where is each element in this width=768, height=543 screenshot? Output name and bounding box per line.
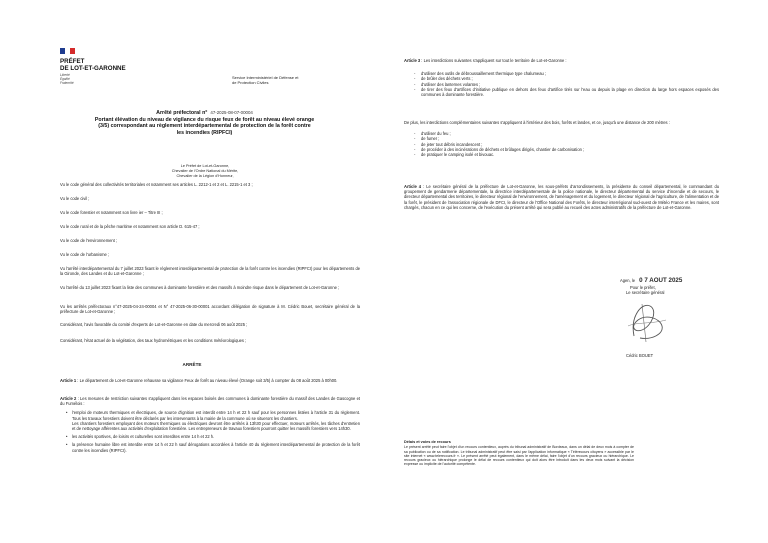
vu-item: Vu l'arrêté interdépartemental du 7 juillet 2023 fixant le règlement interdépartemental de protection de la forêt contre les incendies (RIPFCI) pour les départements de la Gironde, des Landes et du Lot-et-Garonne ; — [60, 266, 360, 277]
signatory-line: Le Préfet de Lot-et-Garonne, — [180, 164, 230, 168]
vu-item: Vu les arrêtés préfectoraux n°47-2025-04-24-00004 et N° 47-2025-06-30-00001 accordant délégation de signature à M. Cédric Bouet, secrétaire général de la préfecture de Lot-et-Garonne ; — [60, 304, 360, 315]
bullet-text: les activités sportives, de loisirs et culturelles sont interdites entre 14 h et 22 h. — [72, 434, 215, 440]
article-4-text: : Le secrétaire général de la préfecture de Lot-et-Garonne, les sous-préfets d'arrondissements, la présidente du conseil départemental, le commandant du groupement de gendarmerie départementale, la directrice interdépartementale de la police nationale, le directeur départemental du service d'incendie et de secours, le directeur départemental des territoires, le directeur régional de l'environnement, de l'aménagement et du logement, le directeur régional de l'agriculture, de l'alimentation et de la forêt, le président de l'association régionale de DFCI, le directeur de l'Office National des Forêts, le directeur interrégional sud-ouest de Météo France et les maires, sont chargés, chacun en ce qui les concerne, de l'exécution du présent arrêté qui sera publié au recueil des actes administratifs de la préfecture de Lot-et-Garonne. — [404, 184, 719, 210]
arrete-heading: ARRÊTE — [182, 362, 202, 367]
article-1 — [60, 378, 360, 383]
vu-item: Vu le code forestier et notamment son livre ier – Titre III ; — [60, 210, 163, 215]
appeal-notice — [404, 440, 634, 467]
article-3-intro: : Les interdictions suivantes s'appliquent sur tout le territoire de Lot-et-Garonne : — [420, 58, 567, 63]
issuing-service — [232, 75, 298, 85]
title-line: les incendies (RIPFCI) — [176, 129, 233, 136]
vu-item: Vu le code civil ; — [60, 196, 90, 201]
signatory-line: Chevalier de l'Ordre National du Mérite, — [171, 168, 239, 173]
list-item — [66, 442, 360, 452]
title-line: (3/5) correspondant au règlement interdépartemental de protection de la forêt contre — [98, 123, 311, 129]
article-3-list — [414, 71, 719, 97]
service-line: de Protection Civiles — [232, 80, 269, 85]
signatory-name: Cédric BOUET — [626, 353, 654, 358]
list-item: - d'utiliser des outils de débroussaillement thermique type chalumeau ; — [414, 71, 719, 76]
list-item: - de fumer ; — [414, 136, 719, 141]
article-4-label: Article 4 — [404, 184, 422, 189]
article-3 — [404, 58, 719, 97]
bullet-text: l'emploi de moteurs thermiques et électriques, de source d'ignition est interdit entre 14 h et 22 h sauf pour les personnes listées à l'article 31 du règlement. Tous les travaux forestiers doivent être déclarés par les intervenants à la mairie de la commune où se situeront les chantiers. — [72, 410, 360, 421]
vu-item: Vu le code général des collectivités territoriales et notamment ses articles L. 2212-1 et 2 et L. 2215-1 et 3 ; — [60, 182, 253, 187]
vu-item: Vu le code de l'environnement ; — [60, 238, 118, 243]
signature-place: Agen, le — [620, 278, 636, 283]
signature-date-stamp: 0 7 AOUT 2025 — [639, 277, 683, 284]
complement-list — [414, 131, 719, 157]
vu-item: Vu le code rural et de la pêche maritime et notamment son article D. 615-47 ; — [60, 224, 200, 229]
signature-header — [620, 278, 720, 295]
logo-line: PRÉFET — [60, 58, 85, 65]
complement-intro: De plus, les interdictions complémentaires suivantes s'appliquent à l'intérieur des bois, forêts et landes, et ce, jusqu'à une distance de 200 mètres : — [404, 120, 670, 125]
list-item: - de brûler des déchets verts ; — [414, 76, 719, 81]
appeal-title: Délais et voies de recours — [404, 440, 451, 444]
signatory-line: Chevalier de la Légion d'Honneur, — [176, 173, 234, 178]
motto-line: Liberté — [60, 73, 70, 77]
bullet-text: la présence humaine libre est interdite entre 14 h et 22 h sauf dérogations accordées à l'article 40 du règlement interdépartemental de protection de la forêt contre les incendies (RIPFCI). — [72, 442, 360, 453]
article-4 — [404, 184, 719, 210]
title-line: Portant élévation du niveau de vigilance du risque feux de forêt au niveau élevé orange — [94, 116, 315, 123]
bullet-subtext: Les chantiers forestiers employant des moteurs thermiques ou électriques devront être arrêtés à 13h30 pour effectuer, moteurs arrêtés, les tâches d'entretien et de nettoyage afférentes aux activités d'exploitation forestière. Les entrepreneurs de travaux forestiers pourront quitter les massifs forestiers vers 14h30. — [72, 420, 360, 432]
appeal-text: Le présent arrêté peut faire l'objet d'un recours contentieux, auprès du tribunal administratif de Bordeaux, dans un délai de deux mois à compter de sa publication ou de sa notification. Le tribunal administratif peut être saisi par l'application informatique « Télérecours citoyens » accessible par le site internet « www.telerecours.fr ». Le présent arrêté peut également, dans le même délai, faire l'objet d'un recours gracieux ou hiérarchique. Le recours gracieux ou hiérarchique prolonge le délai de recours contentieux qui doit alors être introduit dans les deux mois suivant la décision expresse ou implicite de l'autorité compétente. — [404, 445, 634, 467]
article-2-list — [60, 410, 360, 452]
vu-item: Vu le code de l'urbanisme ; — [60, 252, 110, 257]
article-3-label: Article 3 — [404, 58, 421, 63]
article-2-label: Article 2 — [60, 396, 77, 401]
article-2 — [60, 396, 360, 455]
article-1-label: Article 1 — [60, 378, 77, 383]
prefecture-logo-title — [60, 58, 126, 72]
article-2-intro: : Les mesures de restriction suivantes s'appliquent dans les espaces boisés des communes à dominante forestière du massif des Landes de Gascogne et du Fumélois : — [60, 396, 360, 407]
list-item — [66, 410, 360, 431]
list-item — [66, 434, 360, 439]
handwritten-signature-icon — [612, 296, 672, 348]
marianne-flag-icon — [60, 48, 75, 54]
article-3-complement — [404, 120, 719, 157]
list-item: - de tirer des feux d'artifices d'initiative publique en dehors des feux d'artifice tirés sur l'eau ou depuis la plage en direction du large hors espaces exposés des communes à dominante forestière. — [414, 87, 719, 97]
list-item: - de jeter tout débris incandescent ; — [414, 142, 719, 147]
republic-motto — [60, 74, 74, 85]
logo-line: DE LOT-ET-GARONNE — [60, 65, 126, 72]
list-item: - de procéder à des incinérations de déchets et brûlages dirigés, chantier de carbonisation ; — [414, 147, 719, 152]
vu-item: Vu l'arrêté du 13 juillet 2023 fixant la liste des communes à dominante forestière et des massifs à moindre risque dans le département de Lot-et-Garonne ; — [60, 285, 340, 290]
considerant-item: Considérant, l'avis favorable du comité d'experts de Lot-et-Garonne en date du mercredi 06 août 2025 ; — [60, 322, 248, 327]
signatory-intro — [145, 164, 265, 178]
arrete-title — [72, 110, 337, 136]
arrete-reference: 47-2025-08-07-00004 — [210, 110, 253, 115]
motto-line: Égalité — [60, 76, 70, 81]
for-prefect: Pour le préfet, — [630, 285, 656, 290]
article-1-text: : Le département de Lot-et-Garonne rehausse sa vigilance Feux de forêt au niveau élevé (Orange soit 3/5) à compter du 08 août 2025 à 00h00. — [76, 378, 338, 383]
list-item: - d'utiliser du feu ; — [414, 131, 719, 136]
list-item: - de pratiquer le camping isolé et bivouac. — [414, 152, 719, 157]
flag-red — [70, 48, 75, 54]
motto-line: Fraternité — [60, 80, 74, 85]
list-item: - d'utiliser des lanternes volantes ; — [414, 82, 719, 87]
title-label: Arrêté préfectoral n° — [156, 110, 208, 116]
service-line: Service Interministériel de Défense et — [232, 75, 299, 80]
considerant-item: Considérant, l'état actuel de la végétation, des taux hydrométriques et les conditions météorologiques ; — [60, 338, 247, 343]
signatory-role: Le secrétaire général — [626, 290, 665, 296]
